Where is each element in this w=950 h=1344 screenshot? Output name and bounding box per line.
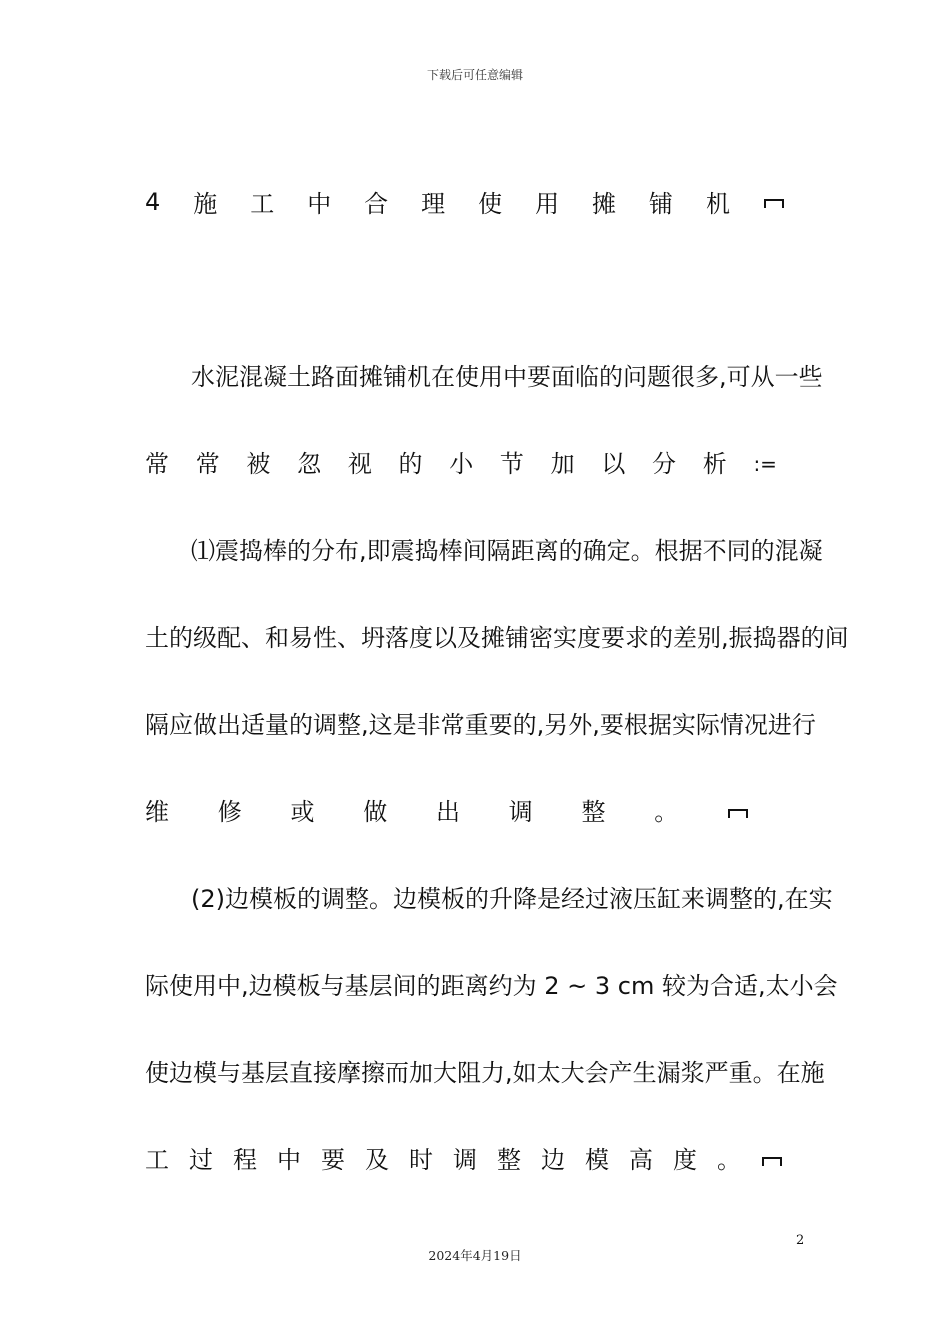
heading-number: 4 <box>145 187 161 216</box>
heading-char-8: 铺 <box>649 190 673 218</box>
p1-char-6: 小 <box>449 450 474 478</box>
paragraph-2-line-4 <box>145 797 749 827</box>
p3-char-6: 时 <box>409 1146 433 1174</box>
heading-char-7: 摊 <box>592 190 617 218</box>
p2-char-3: 做 <box>363 798 388 826</box>
paragraph-1-line-2 <box>145 449 777 479</box>
p3-char-3: 中 <box>277 1146 301 1174</box>
p2-char-0: 维 <box>145 798 169 826</box>
paragraph-3-line-4 <box>145 1145 783 1175</box>
heading-char-6: 用 <box>535 190 560 218</box>
heading-char-4: 理 <box>421 190 446 218</box>
heading-char-2: 中 <box>307 190 332 218</box>
p1-char-1: 常 <box>195 450 220 478</box>
section-heading <box>145 184 785 219</box>
p1-char-0: 常 <box>145 450 169 478</box>
p3-char-1: 过 <box>189 1146 213 1174</box>
p2-char-4: 出 <box>436 798 460 826</box>
p1-char-4: 视 <box>347 450 372 478</box>
p2-char-6: 整 <box>581 798 606 826</box>
p3-char-4: 要 <box>321 1146 345 1174</box>
p1-line-tail: := <box>753 452 777 476</box>
p3-char-2: 程 <box>233 1146 257 1174</box>
p2-char-1: 修 <box>217 798 242 826</box>
p1-char-9: 以 <box>601 450 626 478</box>
paragraph-2-line-1: ⑴震捣棒的分布,即震捣棒间隔距离的确定。根据不同的混凝 <box>191 537 823 565</box>
p3-char-9: 边 <box>541 1146 565 1174</box>
p1-char-7: 节 <box>499 450 524 478</box>
p3-char-5: 及 <box>365 1146 389 1174</box>
paragraph-3-line-3: 使边模与基层直接摩擦而加大阻力,如太大会产生漏浆严重。在施 <box>145 1059 825 1087</box>
paragraph-mark-icon <box>763 196 785 208</box>
page-footer-date: 2024年4月19日 <box>428 1248 522 1263</box>
p1-char-3: 忽 <box>297 450 322 478</box>
paragraph-mark-icon <box>727 806 749 818</box>
heading-char-0: 施 <box>193 190 218 218</box>
p1-char-8: 加 <box>550 450 575 478</box>
p3-char-12: 度 <box>673 1146 697 1174</box>
p1-char-11: 析 <box>702 450 727 478</box>
paragraph-mark-icon <box>761 1154 783 1166</box>
page-number: 2 <box>796 1233 805 1248</box>
p3-char-10: 模 <box>585 1146 609 1174</box>
heading-char-3: 合 <box>364 190 389 218</box>
paragraph-2-line-3: 隔应做出适量的调整,这是非常重要的,另外,要根据实际情况进行 <box>145 711 816 739</box>
page-header: 下载后可任意编辑 <box>426 68 523 82</box>
p3-char-7: 调 <box>453 1146 477 1174</box>
p3-char-11: 高 <box>629 1146 653 1174</box>
paragraph-3-line-2: 际使用中,边模板与基层间的距离约为 2 ~ 3 cm 较为合适,太小会 <box>145 972 838 1000</box>
heading-char-5: 使 <box>478 190 503 218</box>
paragraph-2-line-2: 土的级配、和易性、坍落度以及摊铺密实度要求的差别,振捣器的间 <box>145 624 849 652</box>
p3-char-0: 工 <box>145 1146 169 1174</box>
heading-char-1: 工 <box>250 190 275 218</box>
p3-char-13: 。 <box>717 1146 741 1174</box>
p2-char-7: 。 <box>654 798 679 826</box>
p1-char-5: 的 <box>398 450 423 478</box>
paragraph-3-line-1: (2)边模板的调整。边模板的升降是经过液压缸来调整的,在实 <box>191 885 833 913</box>
p3-char-8: 整 <box>497 1146 521 1174</box>
p1-char-10: 分 <box>652 450 677 478</box>
p1-char-2: 被 <box>246 450 271 478</box>
heading-char-9: 机 <box>705 190 730 218</box>
p2-char-5: 调 <box>508 798 533 826</box>
p2-char-2: 或 <box>290 798 315 826</box>
paragraph-1-line-1: 水泥混凝土路面摊铺机在使用中要面临的问题很多,可从一些 <box>191 363 823 391</box>
